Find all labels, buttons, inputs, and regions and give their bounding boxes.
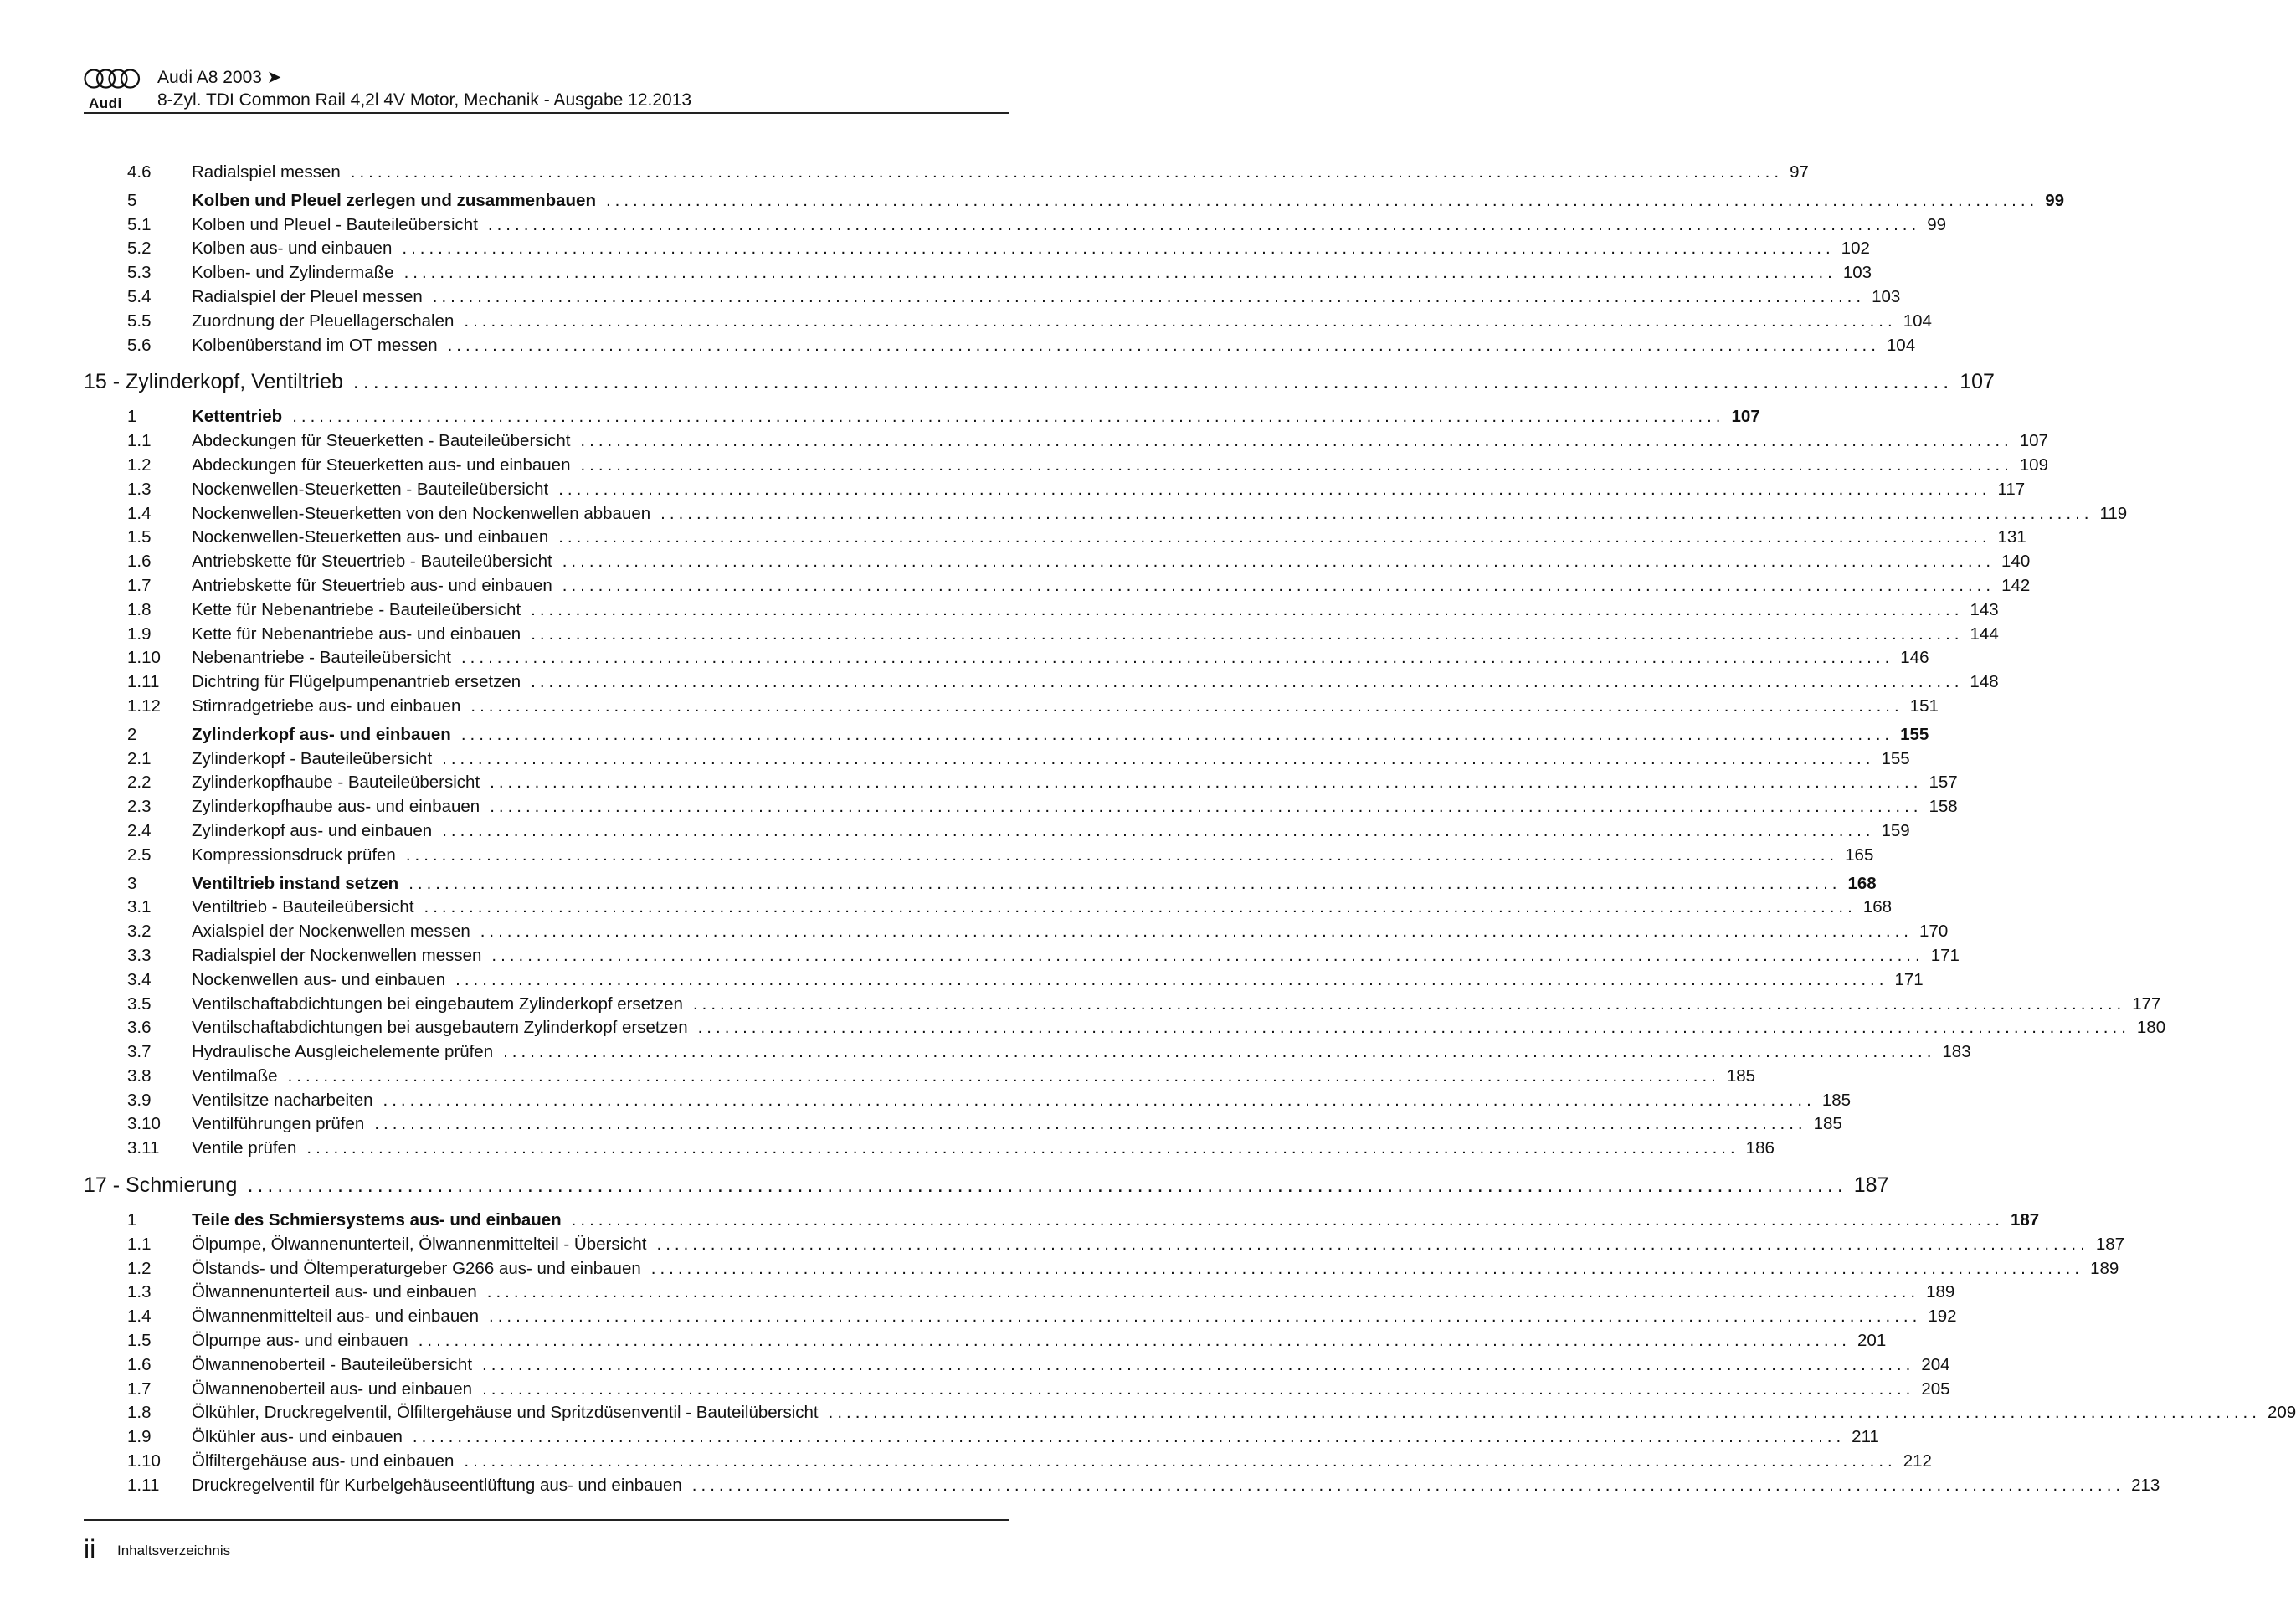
dot-leader: ................................................................................................................................................................ xyxy=(455,969,1888,989)
toc-entry-number: 1.7 xyxy=(127,575,152,595)
toc-entry-title: Kompressionsdruck prüfen xyxy=(192,845,396,865)
toc-entry-page: 185 xyxy=(1726,1065,1756,1086)
toc-entry[interactable] xyxy=(84,1474,2160,1498)
toc-entry-page: 104 xyxy=(1903,311,1932,331)
toc-entry-number: 5.1 xyxy=(127,214,152,234)
toc-entry[interactable] xyxy=(84,310,1932,334)
toc-entry[interactable] xyxy=(84,405,1760,429)
toc-entry-title: Hydraulische Ausgleichelemente prüfen xyxy=(192,1042,494,1062)
page-number: ii xyxy=(84,1534,96,1564)
toc-entry-page: 158 xyxy=(1929,797,1958,817)
toc-entry-title: Dichtring für Flügelpumpenantrieb ersetzen xyxy=(192,672,521,692)
toc-entry[interactable] xyxy=(84,1065,1756,1089)
toc-entry[interactable] xyxy=(84,285,1901,310)
toc-entry-number: 2.4 xyxy=(127,820,152,840)
dot-leader: ................................................................................................................................................................ xyxy=(828,1403,2261,1423)
toc-entry[interactable] xyxy=(84,747,1910,772)
toc-entry[interactable] xyxy=(84,334,1916,358)
toc-entry-title: Nebenantriebe - Bauteileübersicht xyxy=(192,648,451,668)
toc-entry-page: 99 xyxy=(2045,190,2065,210)
toc-entry-title: Kette für Nebenantriebe aus- und einbauen xyxy=(192,624,521,644)
dot-leader: ................................................................................................................................................................ xyxy=(490,773,1923,793)
toc-entry[interactable] xyxy=(84,1425,1879,1450)
toc-entry-number: 1.10 xyxy=(127,648,161,668)
dot-leader: ................................................................................................................................................................ xyxy=(464,1451,1897,1471)
toc-entry-number: 5 xyxy=(127,190,137,210)
toc-entry-number: 1.1 xyxy=(127,431,152,451)
audi-logo xyxy=(84,67,141,111)
dot-leader: ................................................................................................................................................................ xyxy=(424,897,1857,917)
toc-entry-title: Ventiltrieb - Bauteileübersicht xyxy=(192,897,414,917)
dot-leader: ................................................................................................................................................................ xyxy=(503,1042,1936,1062)
toc-entry-title: Ölwannenunterteil aus- und einbauen xyxy=(192,1282,477,1302)
toc-entry-page: 102 xyxy=(1841,239,1870,259)
dot-leader: ................................................................................................................................................................ xyxy=(490,797,1923,817)
audi-wordmark: Audi xyxy=(89,95,122,111)
dot-leader: ................................................................................................................................................................ xyxy=(650,1258,2084,1278)
toc-entry-title: Kolben aus- und einbauen xyxy=(192,239,393,259)
toc-entry-title: Ventiltrieb instand setzen xyxy=(192,873,399,893)
toc-entry-number: 3.3 xyxy=(127,945,152,965)
toc-entry-page: 109 xyxy=(2019,454,2048,475)
toc-entry[interactable] xyxy=(84,502,2128,526)
toc-entry-title: Antriebskette für Steuertrieb aus- und einbauen xyxy=(192,575,552,595)
toc-entry[interactable] xyxy=(84,1112,1842,1137)
toc-entry-page: 140 xyxy=(2001,552,2031,572)
toc-entry[interactable] xyxy=(84,1305,1957,1329)
toc-entry-page: 157 xyxy=(1929,773,1958,793)
toc-entry-page: 171 xyxy=(1930,945,1960,965)
toc-entry-title: Zylinderkopf aus- und einbauen xyxy=(192,820,433,840)
toc-entry-page: 180 xyxy=(2136,1018,2166,1038)
toc-entry-number: 1.11 xyxy=(127,672,160,692)
dot-leader: ................................................................................................................................................................ xyxy=(460,724,1894,744)
toc-entry-page: 211 xyxy=(1852,1427,1879,1447)
toc-entry-title: Kolben und Pleuel zerlegen und zusammenbauen xyxy=(192,190,596,210)
toc-entry-number: 3.4 xyxy=(127,969,152,989)
toc-entry[interactable] xyxy=(84,550,2031,574)
toc-entry[interactable] xyxy=(84,795,1958,819)
toc-entry[interactable] xyxy=(84,429,2048,454)
toc-entry-title: Abdeckungen für Steuerketten aus- und einbauen xyxy=(192,454,571,475)
toc-entry[interactable] xyxy=(84,526,2026,550)
toc-entry-number: 2.1 xyxy=(127,748,152,768)
toc-entry-page: 148 xyxy=(1970,672,1999,692)
toc-entry-page: 183 xyxy=(1942,1042,1971,1062)
dot-leader: ................................................................................................................................................................ xyxy=(442,748,1875,768)
dot-leader: ................................................................................................................................................................ xyxy=(247,1173,1847,1198)
toc-entry-title: Ölwannenoberteil aus- und einbauen xyxy=(192,1379,473,1399)
toc-entry[interactable] xyxy=(84,1040,1971,1065)
dot-leader: ................................................................................................................................................................ xyxy=(605,190,2039,210)
toc-entry-page: 119 xyxy=(2099,503,2128,523)
toc-entry-number: 4.6 xyxy=(127,162,152,182)
toc-entry-page: 107 xyxy=(1731,407,1760,427)
toc-entry-page: 187 xyxy=(1853,1173,1889,1198)
toc-entry[interactable] xyxy=(84,1016,2166,1040)
toc-entry[interactable] xyxy=(84,695,1939,719)
toc-entry-title: Nockenwellen-Steuerketten aus- und einbauen xyxy=(192,527,549,547)
toc-entry[interactable] xyxy=(84,1378,1950,1402)
footer-divider xyxy=(84,1519,1009,1521)
toc-entry-number: 3.2 xyxy=(127,922,152,942)
toc-entry-number: 3.1 xyxy=(127,897,152,917)
dot-leader: ................................................................................................................................................................ xyxy=(374,1114,1807,1134)
dot-leader: ................................................................................................................................................................ xyxy=(460,648,1894,668)
toc-entry-page: 186 xyxy=(1745,1138,1775,1158)
dot-leader: ................................................................................................................................................................ xyxy=(656,1234,2089,1254)
toc-entry-title: Stirnradgetriebe aus- und einbauen xyxy=(192,696,461,716)
toc-entry-title: Ölwannenmittelteil aus- und einbauen xyxy=(192,1307,480,1327)
toc-entry[interactable] xyxy=(84,723,1929,747)
toc-entry-title: Axialspiel der Nockenwellen messen xyxy=(192,922,470,942)
toc-entry-page: 168 xyxy=(1847,873,1877,893)
toc-entry-number: 3.7 xyxy=(127,1042,152,1062)
toc-entry-page: 97 xyxy=(1790,162,1809,182)
toc-entry-number: 1 xyxy=(127,407,137,427)
toc-entry-page: 177 xyxy=(2132,993,2161,1014)
dot-leader: ................................................................................................................................................................ xyxy=(405,845,1839,865)
toc-entry-title: Nockenwellen-Steuerketten von den Nockenwellen abbauen xyxy=(192,503,651,523)
toc-entry-number: 1.5 xyxy=(127,527,152,547)
toc-entry-page: 103 xyxy=(1842,263,1872,283)
toc-entry-page: 142 xyxy=(2001,575,2031,595)
toc-entry[interactable] xyxy=(84,454,2048,478)
dot-leader: ................................................................................................................................................................ xyxy=(558,479,1991,499)
toc-entry[interactable] xyxy=(84,993,2161,1017)
toc-entry[interactable] xyxy=(84,1257,2119,1281)
toc-entry-page: 185 xyxy=(1821,1090,1852,1110)
dot-leader: ................................................................................................................................................................ xyxy=(531,672,1964,692)
toc-entry-page: 187 xyxy=(2095,1234,2125,1254)
toc-entry-title: Ölkühler, Druckregelventil, Ölfiltergehäuse und Spritzdüsenventil - Bauteilübersicht xyxy=(192,1403,819,1423)
toc-entry-title: Zylinderkopfhaube - Bauteileübersicht xyxy=(192,773,480,793)
toc-entry-page: 117 xyxy=(1997,479,2026,499)
toc-entry-number: 1.4 xyxy=(127,503,152,523)
toc-entry-number: 3.10 xyxy=(127,1114,161,1134)
dot-leader: ................................................................................................................................................................ xyxy=(692,993,2126,1014)
dot-leader: ................................................................................................................................................................ xyxy=(403,263,1836,283)
toc-entry[interactable] xyxy=(84,920,1949,944)
dot-leader: ................................................................................................................................................................ xyxy=(432,286,1866,306)
toc-entry-page: 165 xyxy=(1845,845,1874,865)
dot-leader: ................................................................................................................................................................ xyxy=(580,454,2013,475)
dot-leader: ................................................................................................................................................................ xyxy=(489,1307,1922,1327)
toc-entry-number: 5.2 xyxy=(127,239,152,259)
dot-leader: ................................................................................................................................................................ xyxy=(447,335,1880,355)
dot-leader: ................................................................................................................................................................ xyxy=(562,575,1996,595)
toc-entry-title: 17 - Schmierung xyxy=(84,1173,238,1198)
toc-entry-page: 151 xyxy=(1909,696,1939,716)
dot-leader: ................................................................................................................................................................ xyxy=(580,431,2013,451)
toc-entry[interactable] xyxy=(84,844,1874,868)
toc-entry-title: Zylinderkopf - Bauteileübersicht xyxy=(192,748,433,768)
toc-entry[interactable] xyxy=(84,819,1910,844)
toc-entry-title: Zuordnung der Pleuellagerschalen xyxy=(192,311,455,331)
toc-entry[interactable] xyxy=(84,213,1947,238)
toc-entry-number: 1.9 xyxy=(127,624,152,644)
toc-entry-title: Kolben- und Zylindermaße xyxy=(192,263,394,283)
toc-entry[interactable] xyxy=(84,189,2065,213)
toc-entry-page: 99 xyxy=(1927,214,1947,234)
toc-entry-number: 3 xyxy=(127,873,137,893)
dot-leader: ................................................................................................................................................................ xyxy=(383,1090,1816,1110)
toc-entry-title: Ventilschaftabdichtungen bei ausgebautem Zylinderkopf ersetzen xyxy=(192,1018,688,1038)
dot-leader: ................................................................................................................................................................ xyxy=(402,239,1835,259)
toc-entry-page: 103 xyxy=(1872,286,1901,306)
toc-entry-page: 144 xyxy=(1970,624,1999,644)
toc-entry-number: 1.8 xyxy=(127,1403,152,1423)
dot-leader: ................................................................................................................................................................ xyxy=(464,311,1897,331)
toc-entry-title: Zylinderkopf aus- und einbauen xyxy=(192,724,451,744)
toc-entry-number: 1.7 xyxy=(127,1379,152,1399)
toc-entry-page: 209 xyxy=(2267,1403,2296,1423)
toc-entry-page: 107 xyxy=(2019,431,2048,451)
toc-entry[interactable] xyxy=(84,771,1958,795)
toc-entry-title: Antriebskette für Steuertrieb - Bauteileübersicht xyxy=(192,552,552,572)
toc-entry-number: 5.5 xyxy=(127,311,152,331)
toc-entry-page: 201 xyxy=(1857,1331,1887,1351)
toc-entry-number: 3.5 xyxy=(127,993,152,1014)
toc-entry-title: Ventilsitze nacharbeiten xyxy=(192,1090,373,1110)
toc-entry-number: 1.9 xyxy=(127,1427,152,1447)
toc-entry-page: 187 xyxy=(2010,1210,2040,1230)
dot-leader: ................................................................................................................................................................ xyxy=(287,1065,1720,1086)
toc-entry-title: Druckregelventil für Kurbelgehäuseentlüftung aus- und einbauen xyxy=(192,1475,682,1495)
toc-entry-title: Radialspiel der Pleuel messen xyxy=(192,286,423,306)
toc-entry[interactable] xyxy=(84,670,1999,695)
dot-leader: ................................................................................................................................................................ xyxy=(571,1210,2004,1230)
toc-entry-title: Ölstands- und Öltemperaturgeber G266 aus- und einbauen xyxy=(192,1258,641,1278)
toc-entry-title: Ventilschaftabdichtungen bei eingebautem Zylinderkopf ersetzen xyxy=(192,993,683,1014)
toc-entry[interactable] xyxy=(84,237,1870,261)
toc-entry-title: Ölpumpe, Ölwannenunterteil, Ölwannenmittelteil - Übersicht xyxy=(192,1234,647,1254)
toc-entry-title: Ventilführungen prüfen xyxy=(192,1114,365,1134)
toc-entry-number: 1.8 xyxy=(127,599,152,619)
toc-entry-title: 15 - Zylinderkopf, Ventiltrieb xyxy=(84,370,343,394)
dot-leader: ................................................................................................................................................................ xyxy=(487,214,1921,234)
toc-entry[interactable] xyxy=(84,1137,1775,1161)
toc-entry-number: 1.6 xyxy=(127,1354,152,1374)
toc-chapter-entry[interactable] xyxy=(84,1166,1889,1204)
toc-entry-number: 1.4 xyxy=(127,1307,152,1327)
page-header xyxy=(84,65,1009,116)
toc-entry-number: 1.2 xyxy=(127,454,152,475)
toc-entry[interactable] xyxy=(84,896,1893,920)
toc-entry-number: 1.12 xyxy=(127,696,161,716)
toc-entry-number: 3.8 xyxy=(127,1065,152,1086)
dot-leader: ................................................................................................................................................................ xyxy=(660,503,2093,523)
dot-leader: ................................................................................................................................................................ xyxy=(486,1282,1920,1302)
dot-leader: ................................................................................................................................................................ xyxy=(491,945,1924,965)
toc-entry-number: 1 xyxy=(127,1210,137,1230)
toc-entry-page: 168 xyxy=(1862,897,1893,917)
toc-entry-title: Kette für Nebenantriebe - Bauteileübersicht xyxy=(192,599,521,619)
dot-leader: ................................................................................................................................................................ xyxy=(292,407,1725,427)
table-of-contents xyxy=(84,161,2296,1498)
toc-entry[interactable] xyxy=(84,598,1999,623)
toc-entry-title: Teile des Schmiersystems aus- und einbauen xyxy=(192,1210,562,1230)
toc-entry[interactable] xyxy=(84,574,2031,598)
toc-entry-page: 155 xyxy=(1881,748,1910,768)
toc-entry[interactable] xyxy=(84,478,2026,502)
toc-entry-title: Nockenwellen aus- und einbauen xyxy=(192,969,446,989)
dot-leader: ................................................................................................................................................................ xyxy=(531,624,1964,644)
toc-entry-number: 1.10 xyxy=(127,1451,161,1471)
toc-entry[interactable] xyxy=(84,261,1872,285)
toc-entry-page: 131 xyxy=(1997,527,2026,547)
toc-entry-number: 2 xyxy=(127,724,137,744)
dot-leader: ................................................................................................................................................................ xyxy=(306,1138,1739,1158)
toc-entry-title: Ölkühler aus- und einbauen xyxy=(192,1427,403,1447)
toc-entry[interactable] xyxy=(84,968,1924,993)
toc-entry-number: 2.5 xyxy=(127,845,152,865)
toc-chapter-entry[interactable] xyxy=(84,362,1995,401)
toc-entry[interactable] xyxy=(84,1353,1950,1378)
toc-entry-number: 5.6 xyxy=(127,335,152,355)
dot-leader: ................................................................................................................................................................ xyxy=(482,1354,1915,1374)
dot-leader: ................................................................................................................................................................ xyxy=(558,527,1991,547)
toc-entry-number: 1.6 xyxy=(127,552,152,572)
toc-entry-title: Ventilmaße xyxy=(192,1065,278,1086)
toc-entry-title: Ölwannenoberteil - Bauteileübersicht xyxy=(192,1354,473,1374)
toc-entry-page: 171 xyxy=(1894,969,1924,989)
dot-leader: ................................................................................................................................................................ xyxy=(352,370,1954,394)
toc-entry-title: Radialspiel messen xyxy=(192,162,341,182)
toc-entry-page: 146 xyxy=(1900,648,1929,668)
toc-entry-title: Ölfiltergehäuse aus- und einbauen xyxy=(192,1451,455,1471)
dot-leader: ................................................................................................................................................................ xyxy=(482,1379,1915,1399)
toc-entry-title: Zylinderkopfhaube aus- und einbauen xyxy=(192,797,480,817)
toc-entry[interactable] xyxy=(84,623,1999,647)
document-title: Audi A8 2003 ➤ xyxy=(157,68,282,87)
toc-entry-page: 205 xyxy=(1921,1379,1950,1399)
toc-entry-page: 192 xyxy=(1928,1307,1957,1327)
toc-entry[interactable] xyxy=(84,944,1960,968)
toc-entry[interactable] xyxy=(84,161,1809,185)
toc-entry[interactable] xyxy=(84,1450,1932,1474)
toc-entry-number: 1.3 xyxy=(127,1282,152,1302)
toc-entry[interactable] xyxy=(84,872,1877,896)
toc-entry-title: Abdeckungen für Steuerketten - Bauteileübersicht xyxy=(192,431,571,451)
toc-entry-page: 159 xyxy=(1881,820,1910,840)
dot-leader: ................................................................................................................................................................ xyxy=(412,1427,1846,1447)
toc-entry-title: Kettentrieb xyxy=(192,407,283,427)
toc-entry-number: 3.9 xyxy=(127,1090,152,1110)
dot-leader: ................................................................................................................................................................ xyxy=(697,1018,2130,1038)
dot-leader: ................................................................................................................................................................ xyxy=(408,873,1841,893)
dot-leader: ................................................................................................................................................................ xyxy=(691,1475,2125,1495)
dot-leader: ................................................................................................................................................................ xyxy=(470,696,1903,716)
toc-entry-title: Ölpumpe aus- und einbauen xyxy=(192,1331,408,1351)
toc-entry-number: 3.11 xyxy=(127,1138,160,1158)
toc-entry-page: 155 xyxy=(1900,724,1929,744)
toc-entry-page: 170 xyxy=(1919,922,1949,942)
dot-leader: ................................................................................................................................................................ xyxy=(531,599,1964,619)
toc-entry-number: 1.3 xyxy=(127,479,152,499)
toc-entry-number: 1.11 xyxy=(127,1475,160,1495)
document-subtitle: 8-Zyl. TDI Common Rail 4,2l 4V Motor, Mechanik - Ausgabe 12.2013 xyxy=(157,90,692,110)
header-divider xyxy=(84,112,1009,114)
toc-entry-number: 1.5 xyxy=(127,1331,152,1351)
toc-entry-page: 143 xyxy=(1970,599,1999,619)
toc-entry-page: 107 xyxy=(1960,370,1995,394)
toc-entry-page: 185 xyxy=(1813,1114,1842,1134)
toc-entry[interactable] xyxy=(84,1329,1887,1353)
toc-entry-title: Kolbenüberstand im OT messen xyxy=(192,335,438,355)
dot-leader: ................................................................................................................................................................ xyxy=(442,820,1875,840)
toc-entry[interactable] xyxy=(84,646,1929,670)
toc-entry-page: 204 xyxy=(1921,1354,1950,1374)
toc-entry-page: 212 xyxy=(1903,1451,1932,1471)
toc-entry-number: 2.2 xyxy=(127,773,152,793)
toc-entry-title: Ventile prüfen xyxy=(192,1138,297,1158)
toc-entry[interactable] xyxy=(84,1233,2125,1257)
toc-entry-page: 189 xyxy=(1926,1282,1955,1302)
toc-entry-title: Nockenwellen-Steuerketten - Bauteileübersicht xyxy=(192,479,549,499)
toc-entry-page: 104 xyxy=(1886,335,1916,355)
dot-leader: ................................................................................................................................................................ xyxy=(562,552,1996,572)
toc-entry[interactable] xyxy=(84,1209,2040,1233)
toc-entry-number: 3.6 xyxy=(127,1018,152,1038)
toc-entry-title: Kolben und Pleuel - Bauteileübersicht xyxy=(192,214,478,234)
toc-entry[interactable] xyxy=(84,1281,1955,1305)
dot-leader: ................................................................................................................................................................ xyxy=(418,1331,1852,1351)
toc-entry-number: 1.2 xyxy=(127,1258,152,1278)
toc-entry[interactable] xyxy=(84,1089,1852,1113)
dot-leader: ................................................................................................................................................................ xyxy=(350,162,1784,182)
toc-entry-number: 5.3 xyxy=(127,263,152,283)
dot-leader: ................................................................................................................................................................ xyxy=(480,922,1913,942)
toc-entry-number: 5.4 xyxy=(127,286,152,306)
audi-rings-icon xyxy=(84,67,141,92)
toc-entry-number: 1.1 xyxy=(127,1234,152,1254)
footer-label: Inhaltsverzeichnis xyxy=(117,1543,231,1558)
toc-entry-title: Radialspiel der Nockenwellen messen xyxy=(192,945,482,965)
toc-entry-page: 213 xyxy=(2131,1475,2160,1495)
toc-entry[interactable] xyxy=(84,1401,2296,1425)
toc-entry-page: 189 xyxy=(2090,1258,2119,1278)
toc-entry-number: 2.3 xyxy=(127,797,152,817)
